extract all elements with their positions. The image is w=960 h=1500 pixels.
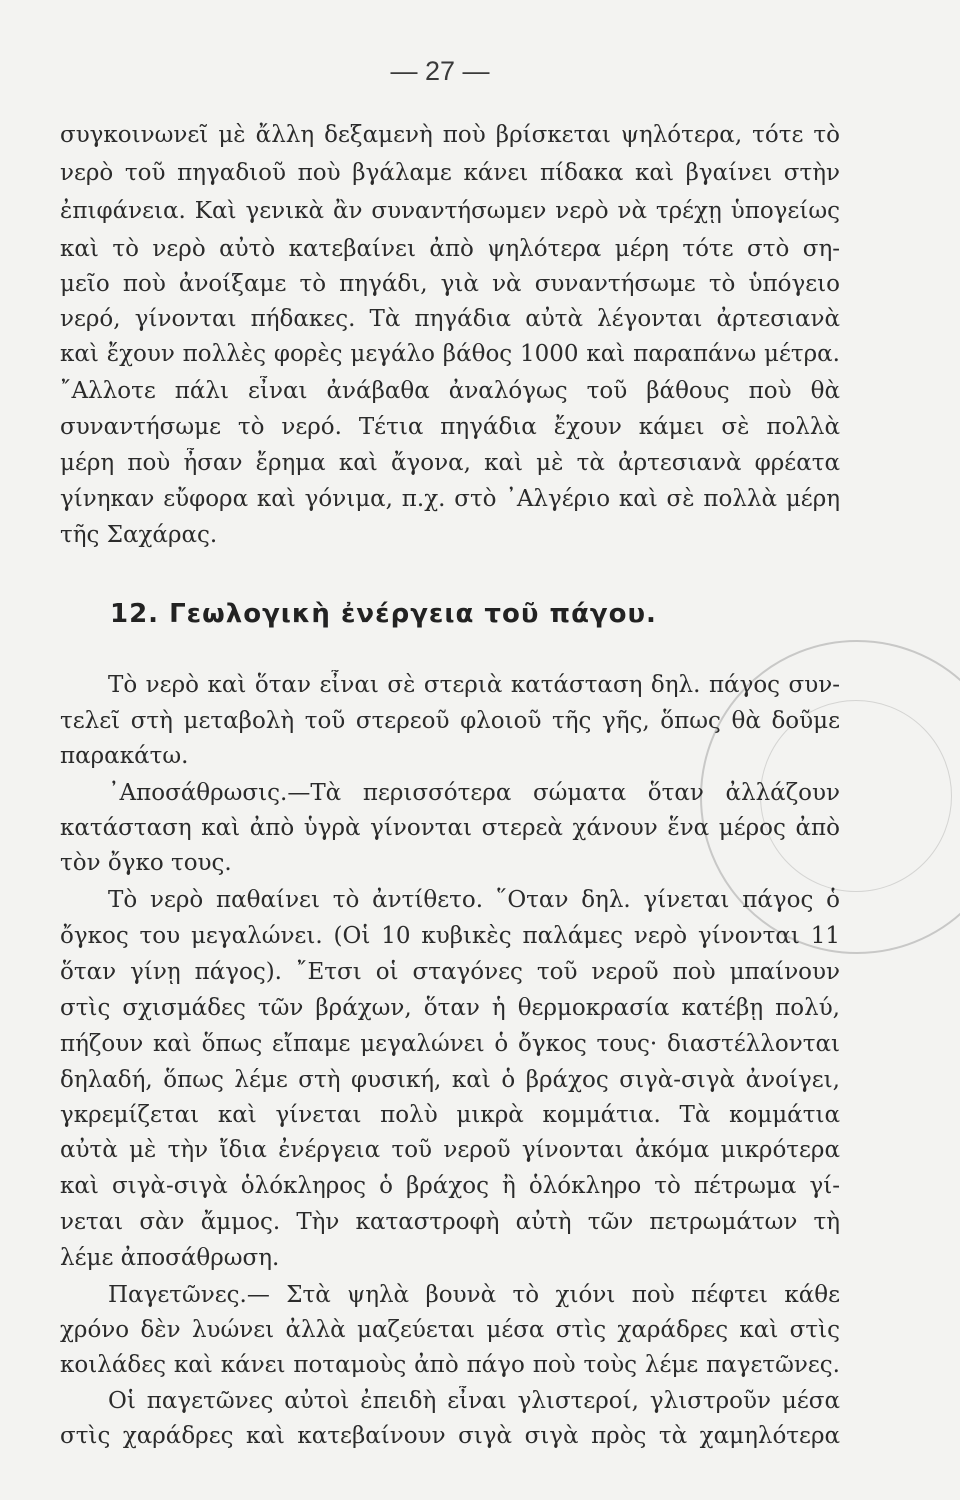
body-line: συγκοινωνεῖ μὲ ἄλλη δεξαμενὴ ποὺ βρίσκεται ψηλότερα, τότε τὸ — [60, 122, 840, 148]
section-line: Τὸ νερὸ καὶ ὅταν εἶναι σὲ στεριὰ κατάσταση δηλ. πάγος συν- — [108, 672, 840, 698]
body-line: ῎Αλλοτε πάλι εἶναι ἀνάβαθα ἀναλόγως τοῦ βάθους ποὺ θὰ — [60, 378, 840, 404]
body-line: μέρη ποὺ ἦσαν ἔρημα καὶ ἄγονα, καὶ μὲ τὰ ἀρτεσιανὰ φρέατα — [60, 450, 840, 476]
section-line: παρακάτω. — [60, 743, 189, 769]
page-number: — 27 — — [390, 56, 490, 86]
section-line: ὄγκος του μεγαλώνει. (Οἱ 10 κυβικὲς παλάμες νερὸ γίνονται 11 — [60, 923, 840, 949]
body-line: νερό, γίνονται πήδακες. Τὰ πηγάδια αὐτὰ λέγονται ἀρτεσιανὰ — [60, 306, 840, 332]
section-line: ὅταν γίνῃ πάγος). ῎Ετσι οἱ σταγόνες τοῦ νεροῦ ποὺ μπαίνουν — [60, 959, 840, 985]
section-line: Οἱ παγετῶνες αὐτοὶ ἐπειδὴ εἶναι γλιστεροί, γλιστροῦν μέσα — [108, 1388, 840, 1414]
body-line: μεῖο ποὺ ἀνοίξαμε τὸ πηγάδι, γιὰ νὰ συναντήσωμε τὸ ὑπόγειο — [60, 271, 840, 297]
section-line: κοιλάδες καὶ κάνει ποταμοὺς ἀπὸ πάγο ποὺ τοὺς λέμε παγετῶνες. — [60, 1352, 840, 1378]
body-line: συναντήσωμε τὸ νερό. Τέτια πηγάδια ἔχουν κάμει σὲ πολλὰ — [60, 414, 840, 440]
section-line: τελεῖ στὴ μεταβολὴ τοῦ στερεοῦ φλοιοῦ τῆς γῆς, ὅπως θὰ δοῦμε — [60, 708, 840, 734]
section-line: στὶς χαράδρες καὶ κατεβαίνουν σιγὰ σιγὰ πρὸς τὰ χαμηλότερα — [60, 1423, 840, 1449]
section-line-pagetones: Παγετῶνες.— Στὰ ψηλὰ βουνὰ τὸ χιόνι ποὺ πέφτει κάθε — [108, 1282, 840, 1308]
section-line: γκρεμίζεται καὶ γίνεται πολὺ μικρὰ κομμάτια. Τὰ κομμάτια — [60, 1102, 840, 1128]
body-line: νερὸ τοῦ πηγαδιοῦ ποὺ βγάλαμε κάνει πίδακα καὶ βγαίνει στὴν — [60, 160, 840, 186]
section-line: αὐτὰ μὲ τὴν ἴδια ἐνέργεια τοῦ νεροῦ γίνονται ἀκόμα μικρότερα — [60, 1137, 840, 1163]
section-heading: 12. Γεωλογικὴ ἐνέργεια τοῦ πάγου. — [110, 599, 657, 629]
section-line: Τὸ νερὸ παθαίνει τὸ ἀντίθετο. ῞Οταν δηλ. γίνεται πάγος ὁ — [108, 887, 840, 913]
section-line: στὶς σχισμάδες τῶν βράχων, ὅταν ἡ θερμοκρασία κατέβῃ πολύ, — [60, 995, 840, 1021]
section-line: χρόνο δὲν λυώνει ἀλλὰ μαζεύεται μέσα στὶς χαράδρες καὶ στὶς — [60, 1317, 840, 1343]
section-line: δηλαδή, ὅπως λέμε στὴ φυσική, καὶ ὁ βράχος σιγὰ-σιγὰ ἀνοίγει, — [60, 1067, 840, 1093]
section-line: τὸν ὄγκο τους. — [60, 850, 232, 876]
body-line: γίνηκαν εὔφορα καὶ γόνιμα, π.χ. στὸ ᾿Αλγέριο καὶ σὲ πολλὰ μέρη — [60, 486, 840, 512]
body-line: τῆς Σαχάρας. — [60, 522, 218, 548]
body-line: καὶ τὸ νερὸ αὐτὸ κατεβαίνει ἀπὸ ψηλότερα μέρη τότε στὸ ση- — [60, 236, 840, 262]
body-line: καὶ ἔχουν πολλὲς φορὲς μεγάλο βάθος 1000 καὶ παραπάνω μέτρα. — [60, 341, 840, 367]
section-line: νεται σὰν ἄμμος. Τὴν καταστροφὴ αὐτὴ τῶν πετρωμάτων τὴ — [60, 1209, 840, 1235]
body-line: ἐπιφάνεια. Καὶ γενικὰ ἂν συναντήσωμεν νερὸ νὰ τρέχῃ ὑπογείως — [60, 198, 840, 224]
section-line: κατάσταση καὶ ἀπὸ ὑγρὰ γίνονται στερεὰ χάνουν ἕνα μέρος ἀπὸ — [60, 815, 840, 841]
section-line: λέμε ἀποσάθρωση. — [60, 1245, 280, 1271]
section-line: πήζουν καὶ ὅπως εἴπαμε μεγαλώνει ὁ ὄγκος τους· διαστέλλονται — [60, 1031, 840, 1057]
section-line-aposathrosis: ᾿Αποσάθρωσις.—Τὰ περισσότερα σώματα ὅταν ἀλλάζουν — [108, 780, 840, 806]
section-line: καὶ σιγὰ-σιγὰ ὁλόκληρος ὁ βράχος ἢ ὁλόκληρο τὸ πέτρωμα γί- — [60, 1173, 840, 1199]
